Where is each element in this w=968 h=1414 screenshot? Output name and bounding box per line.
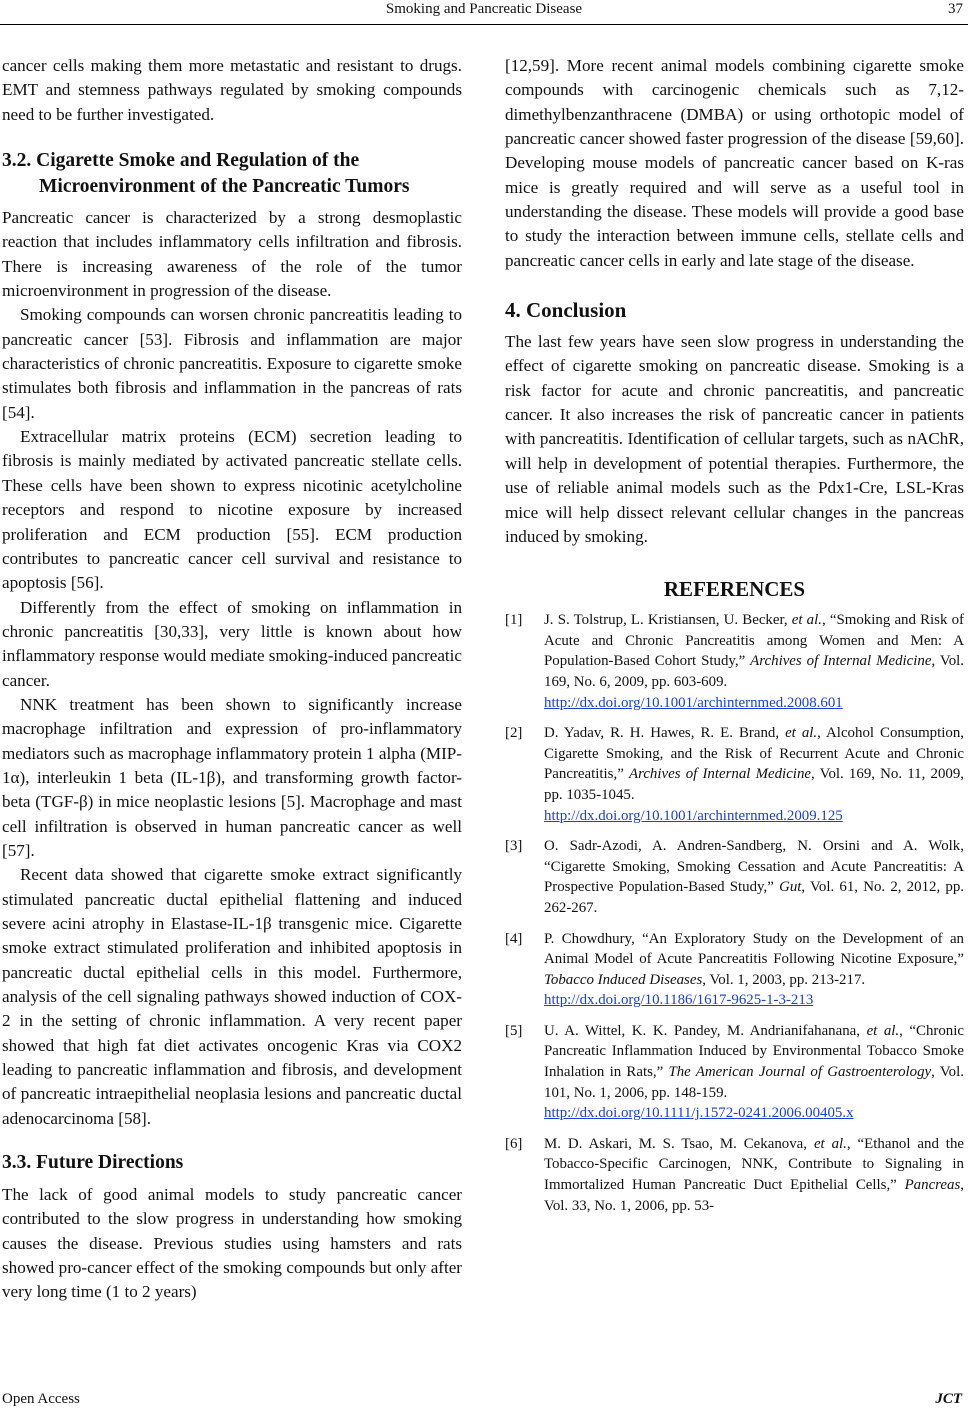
intro-paragraph: cancer cells making them more metastatic and resistant to drugs. EMT and stemness pathways regulated by smoking compounds need to be further investigated. <box>2 56 462 124</box>
page-header <box>0 0 968 25</box>
reference-details: , Vol. 1, 2003, pp. 213-217. <box>702 971 866 988</box>
reference-item <box>505 836 964 918</box>
reference-journal: Tobacco Induced Diseases <box>544 971 703 988</box>
footer-open-access: Open Access <box>2 1391 80 1407</box>
reference-number: [1] <box>505 612 523 629</box>
reference-details: , Vol. 101, No. 1, 2006, pp. 148-159. <box>544 1064 964 1101</box>
reference-title: , “An Exploratory Study on the Development of an Animal Model of Acute Pancreatitis Following Nicotine Exposure,” <box>544 930 964 968</box>
reference-journal: Archives of Internal Medicine <box>628 766 811 783</box>
section-3-2-heading-line2: Microenvironment of the Pancreatic Tumors <box>39 176 410 198</box>
reference-title: , Alcohol Consumption, Cigarette Smoking, and the Risk of Recurrent Acute and Chronic Pancreatitis,” <box>544 725 965 783</box>
body-paragraph: Extracellular matrix proteins (ECM) secretion leading to fibrosis is mainly mediated by activated pancreatic stellate cells. These cells have been shown to express nicotinic acetylcholine receptors and respond to nicotine exposure by increased proliferation and ECM production [55]. ECM production contributes to pancreatic cancer cell survival and resistance to apoptosis [56]. <box>2 427 462 593</box>
reference-number: [5] <box>505 1022 523 1039</box>
footer-journal-abbrev: JCT <box>935 1391 962 1407</box>
reference-item <box>505 610 964 713</box>
reference-journal: Archives of Internal Medicine <box>750 653 932 670</box>
references-heading: REFERENCES <box>663 577 806 602</box>
reference-etal: et al. <box>791 612 822 629</box>
reference-item <box>505 1021 964 1124</box>
reference-item <box>505 929 964 1011</box>
reference-item <box>505 723 964 826</box>
right-column <box>505 54 964 1226</box>
reference-doi-link[interactable]: http://dx.doi.org/10.1001/archinternmed.2009.125 <box>544 807 843 824</box>
conclusion-heading: 4. Conclusion <box>505 298 627 323</box>
reference-doi-link[interactable]: http://dx.doi.org/10.1111/j.1572-0241.2006.00405.x <box>544 1105 854 1122</box>
reference-details: , Vol. 169, No. 6, 2009, pp. 603-609. <box>544 653 964 690</box>
body-paragraph: Pancreatic cancer is characterized by a strong desmoplastic reaction that includes inflammatory cells infiltration and fibrosis. There is increasing awareness of the role of the tumor microenvironment in progression of the disease. <box>2 208 462 301</box>
continuation-paragraph: [12,59]. More recent animal models combining cigarette smoke compounds with carcinogenic chemicals such as 7,12-dimethylbenzanthracene (DMBA) or using orthotopic model of pancreatic cancer showed faster progression of the disease [59,60]. Developing mouse models of pancreatic cancer based on K-ras mice is greatly required and will serve as a useful tool in understanding the disease. These models will provide a good base to study the interaction between immune cells, stellate cells and pancreatic cancer cells in early and late stage of the disease. <box>505 56 964 270</box>
reference-journal: Gut <box>779 879 802 896</box>
reference-authors: U. A. Wittel, K. K. Pandey, M. Andrianifahanana, <box>544 1022 867 1039</box>
reference-item <box>505 1134 964 1216</box>
reference-number: [6] <box>505 1135 523 1152</box>
body-paragraph: Differently from the effect of smoking on inflammation in chronic pancreatitis [30,33], very little is known about how inflammatory response would mediate smoking-induced pancreatic cancer. <box>2 597 462 690</box>
reference-authors: P. Chowdhury <box>544 930 632 947</box>
reference-title: , “Chronic Pancreatic Inflammation Induced by Environmental Tobacco Smoke Inhalation in Rats,” <box>544 1022 964 1081</box>
left-column <box>2 54 462 1305</box>
reference-title: , “Smoking and Risk of Acute and Chronic Pancreatitis among Women and Men: A Population-Based Cohort Study,” <box>544 612 965 670</box>
reference-authors: O. Sadr-Azodi, A. Andren-Sandberg, N. Orsini and A. Wolk <box>544 838 961 855</box>
reference-number: [2] <box>505 725 523 742</box>
reference-details: , Vol. 33, No. 1, 2006, pp. 53- <box>544 1177 964 1214</box>
reference-authors: M. D. Askari, M. S. Tsao, M. Cekanova, <box>544 1135 814 1152</box>
reference-authors: D. Yadav, R. H. Hawes, R. E. Brand, <box>544 725 786 742</box>
reference-details: , Vol. 169, No. 11, 2009, pp. 1035-1045. <box>544 766 964 803</box>
page-number: 37 <box>948 1 963 17</box>
section-3-2-heading-line1: 3.2. Cigarette Smoke and Regulation of the <box>2 150 360 172</box>
reference-number: [4] <box>505 930 523 947</box>
reference-journal: Pancreas <box>904 1177 961 1194</box>
reference-authors: J. S. Tolstrup, L. Kristiansen, U. Becker, <box>544 612 792 629</box>
reference-title: , “Cigarette Smoking, Smoking Cessation and Acute Pancreatitis: A Prospective Population-Based Study,” <box>544 838 964 896</box>
section-3-3-heading: 3.3. Future Directions <box>2 1152 184 1174</box>
body-paragraph: Smoking compounds can worsen chronic pancreatitis leading to pancreatic cancer [53]. Fibrosis and inflammation are major characteristics of chronic pancreatitis. Exposure to cigarette smoke stimulates both fibrosis and inflammation in the pancreas of rats [54]. <box>2 305 462 422</box>
reference-etal: et al. <box>866 1022 900 1039</box>
reference-etal: et al. <box>785 725 818 742</box>
reference-details: , Vol. 61, No. 2, 2012, pp. 262-267. <box>544 879 964 916</box>
body-paragraph: Recent data showed that cigarette smoke extract significantly stimulated pancreatic ductal epithelial flattening and induced severe acini atrophy in Elastase-IL-1β transgenic mice. Cigarette smoke extract stimulated proliferation and inhibited apoptosis in pancreatic ductal epithelial cells in this model. Furthermore, analysis of the cell signaling pathways showed induction of COX-2 in the setting of chronic inflammation. A very recent paper showed that high fat diet activates oncogenic Kras via COX2 leading to pancreatic inflammation and fibrosis, and development of pancreatic intraepithelial neoplasia lesions and pancreatic ductal adenocarcinoma [58]. <box>2 865 462 1128</box>
reference-title: , “Ethanol and the Tobacco-Specific Carcinogen, NNK, Contribute to Signaling in Immortalized Human Pancreatic Duct Epithelial Cells,” <box>544 1135 964 1194</box>
body-paragraph: The lack of good animal models to study pancreatic cancer contributed to the slow progress in understanding how smoking causes the disease. Previous studies using hamsters and rats showed pro-cancer effect of the smoking compounds but only after very long time (1 to 2 years) <box>2 1185 462 1302</box>
conclusion-paragraph: The last few years have seen slow progress in understanding the effect of cigarette smoking on pancreatic disease. Smoking is a risk factor for acute and chronic pancreatitis, and pancreatic cancer. It also increases the risk of pancreatic cancer in patients with pancreatitis. Identification of cellular targets, such as nAChR, will help in development of potential therapies. Furthermore, the use of reliable animal models such as the Pdx1-Cre, LSL-Kras mice will help dissect relevant cellular changes in the pancreas induced by smoking. <box>505 332 964 546</box>
section-3-2-heading <box>2 148 462 200</box>
body-paragraph: NNK treatment has been shown to significantly increase macrophage infiltration and expression of pro-inflammatory mediators such as macrophage inflammatory protein 1 alpha (MIP-1α), interleukin 1 beta (IL-1β), and transforming growth factor-beta (TGF-β) in mice neoplastic lesions [5]. Macrophage and mast cell infiltration is observed in human pancreatic cancer as well [57]. <box>2 694 462 860</box>
running-title: Smoking and Pancreatic Disease <box>385 1 583 17</box>
reference-number: [3] <box>505 838 523 855</box>
reference-journal: The American Journal of Gastroenterology <box>668 1064 932 1081</box>
reference-doi-link[interactable]: http://dx.doi.org/10.1001/archinternmed.2008.601 <box>544 694 843 711</box>
reference-doi-link[interactable]: http://dx.doi.org/10.1186/1617-9625-1-3-213 <box>544 992 814 1009</box>
reference-etal: et al. <box>813 1135 847 1152</box>
